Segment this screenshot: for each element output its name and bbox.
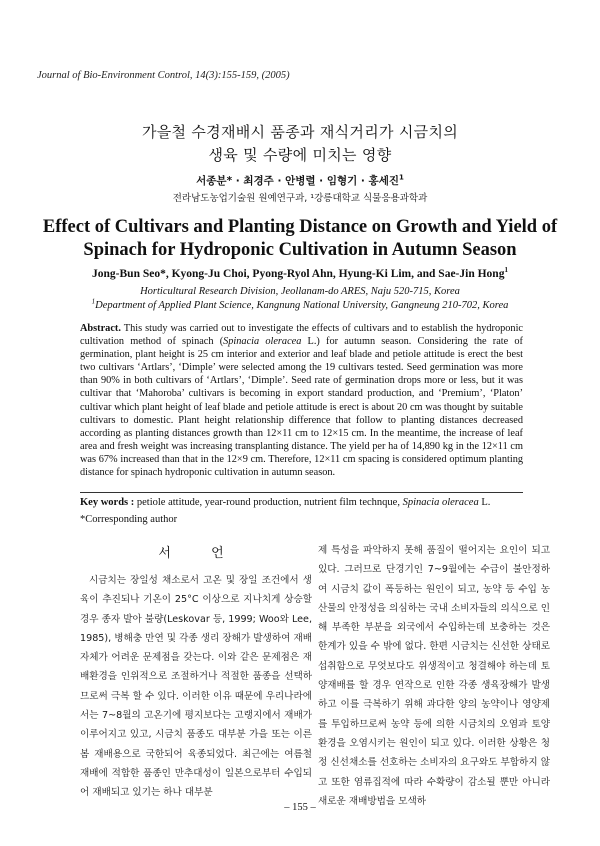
english-title-line1: Effect of Cultivars and Planting Distance on Growth and Yield of [42,217,558,237]
keywords-divider [80,492,523,493]
korean-authors-names: 서종분* · 최경주 · 안병렬 · 임형기 · 홍세진 [196,175,399,187]
korean-authors-sup: 1 [398,173,404,182]
english-authors [0,268,600,280]
english-affiliation-2-text: Department of Applied Plant Science, Kangnung National University, Gangneung 210-702, Korea [95,300,509,311]
english-title-line2: Spinach for Hydroponic Cultivation in Autumn Season [83,240,517,260]
abstract-label: Abstract. [80,323,121,334]
english-affiliation-2-sup: 1 [91,297,96,306]
section-heading-introduction: 서 언 [158,546,242,561]
keywords [80,497,523,508]
english-authors-sup: 1 [504,266,508,275]
abstract-species: Spinacia oleracea [223,336,302,348]
english-affiliation-2 [0,297,600,311]
body-left-paragraph: 시금치는 장일성 채소로서 고온 및 장일 조건에서 생육이 추진되나 기온이 25°C 이상으로 지나치게 상승할 경우 종자 발아 불량(Leskovar 등, 1999; Woo와 Lee, 1985), 병해충 만연 및 각종 생리 장해가 발생하여 재배자체가 어려운 문제점을 갖는다. 이와 같은 문제점은 재배환경을 인위적으로 조절하거나 적절한 품종을 선택하므로써 극복 할 수 있다. 이러한 이유 때문에 우리나라에서는 7~8월의 고온기에 평지보다는 고랭지에서 재배가 이루어지고 있고, 시금치 품종도 대부분 가을 또는 이른 봄 재배용으로 국한되어 육종되었다. 최근에는 여름철 재배에 적합한 품종인 만추대성이 일본으로부터 수입되어 재배되고 있기는 하나 대부분 [80,575,312,799]
korean-authors [0,173,600,188]
abstract-text-a: This study was carried out to investigate the effects of cultivars and to establish the hydroponic cultivation method of spinach ( [80,323,524,348]
korean-title-line1: 가을철 수경재배시 품종과 재식거리가 시금치의 [141,123,459,141]
journal-citation: Journal of Bio-Environment Control, 14(3):155-159, (2005) [37,70,290,81]
korean-title-line2: 생육 및 수량에 미치는 영향 [208,146,392,164]
korean-affiliation: 전라남도농업기술원 원예연구과, ¹강릉대학교 식물응용과학과 [172,193,428,204]
keywords-label: Key words : [80,497,135,508]
body-column-right [318,541,550,811]
keywords-end: L. [478,497,491,508]
abstract-text-b: L.) for autumn season. Considering the rate of germination, plant height is 25 cm interior and exterior and leaf blade and petiole attitude is erect the best two cultivars ‘Artlars’, ‘Dimple’ were selected among the 19 cultivars tested. Seed germination was more than 90% in both cultivars of ‘Artlars’, ‘Dimple’. Seed rate of germination drops more or less, but it was cultivar that ‘Mahoroba’ cultivars is becoming in export standard production, and ‘Premium’, ‘Platon’ cultivar which plant height of leaf blade and petiole attitude is erect is about 20 cm was thought by suitable cultivars to domestic. Plant height relationship difference that follow to planting distances decreased according as planting distances growth than 12×11 cm to 12×15 cm. In the meantime, the increase of leaf area and fresh weight was increasing transplanting distance. The yield per ha of 14,890 kg in the 12×11 cm was 67% increased than that in the 12×9 cm. Therefore, 12×11 cm spacing is considered optimum planting distance for spinach hydroponic cultivation in autumn season. [80,336,523,479]
page-number: – 155 – [284,802,316,813]
english-affiliation-1: Horticultural Research Division, Jeollanam-do ARES, Naju 520-715, Korea [140,286,460,297]
abstract [80,322,523,479]
keywords-text: petiole attitude, year-round production, nutrient film technque, [134,497,403,508]
body-right-paragraph: 제 특성을 파악하지 못해 품질이 떨어지는 요인이 되고 있다. 그러므로 단경기인 7~9월에는 수급이 불안정하여 시금치 값이 폭등하는 원인이 되고, 농약 등 수입 농산물의 안정성을 의심하는 국내 소비자들의 의식으로 인해 부족한 부분을 외국에서 수입하는데 보충하는 것은 한계가 있을 수 밖에 없다. 한편 시금치는 신선한 상태로 섭취함으로 무엇보다도 위생적이고 청결해야 하는데 토양재배를 할 경우 연작으로 인한 각종 생육장해가 발생하고 이를 극복하기 위해 과다한 양의 농약이나 영양제를 투입하므로써 농약 등에 의한 시금치의 오염과 토양환경을 오염시키는 원인이 되고 있다. 이러한 상황은 청정 신선채소를 선호하는 소비자의 요구와도 부합하지 않고 또한 염류집적에 따라 수확량이 감소될 뿐만 아니라 새로운 재배방법을 모색하 [318,545,550,807]
corresponding-author-note: *Corresponding author [80,514,178,525]
keywords-species: Spinacia oleracea [402,497,479,508]
english-authors-names: Jong-Bun Seo*, Kyong-Ju Choi, Pyong-Ryol Ahn, Hyung-Ki Lim, and Sae-Jin Hong [92,268,505,280]
body-column-left [80,571,312,803]
